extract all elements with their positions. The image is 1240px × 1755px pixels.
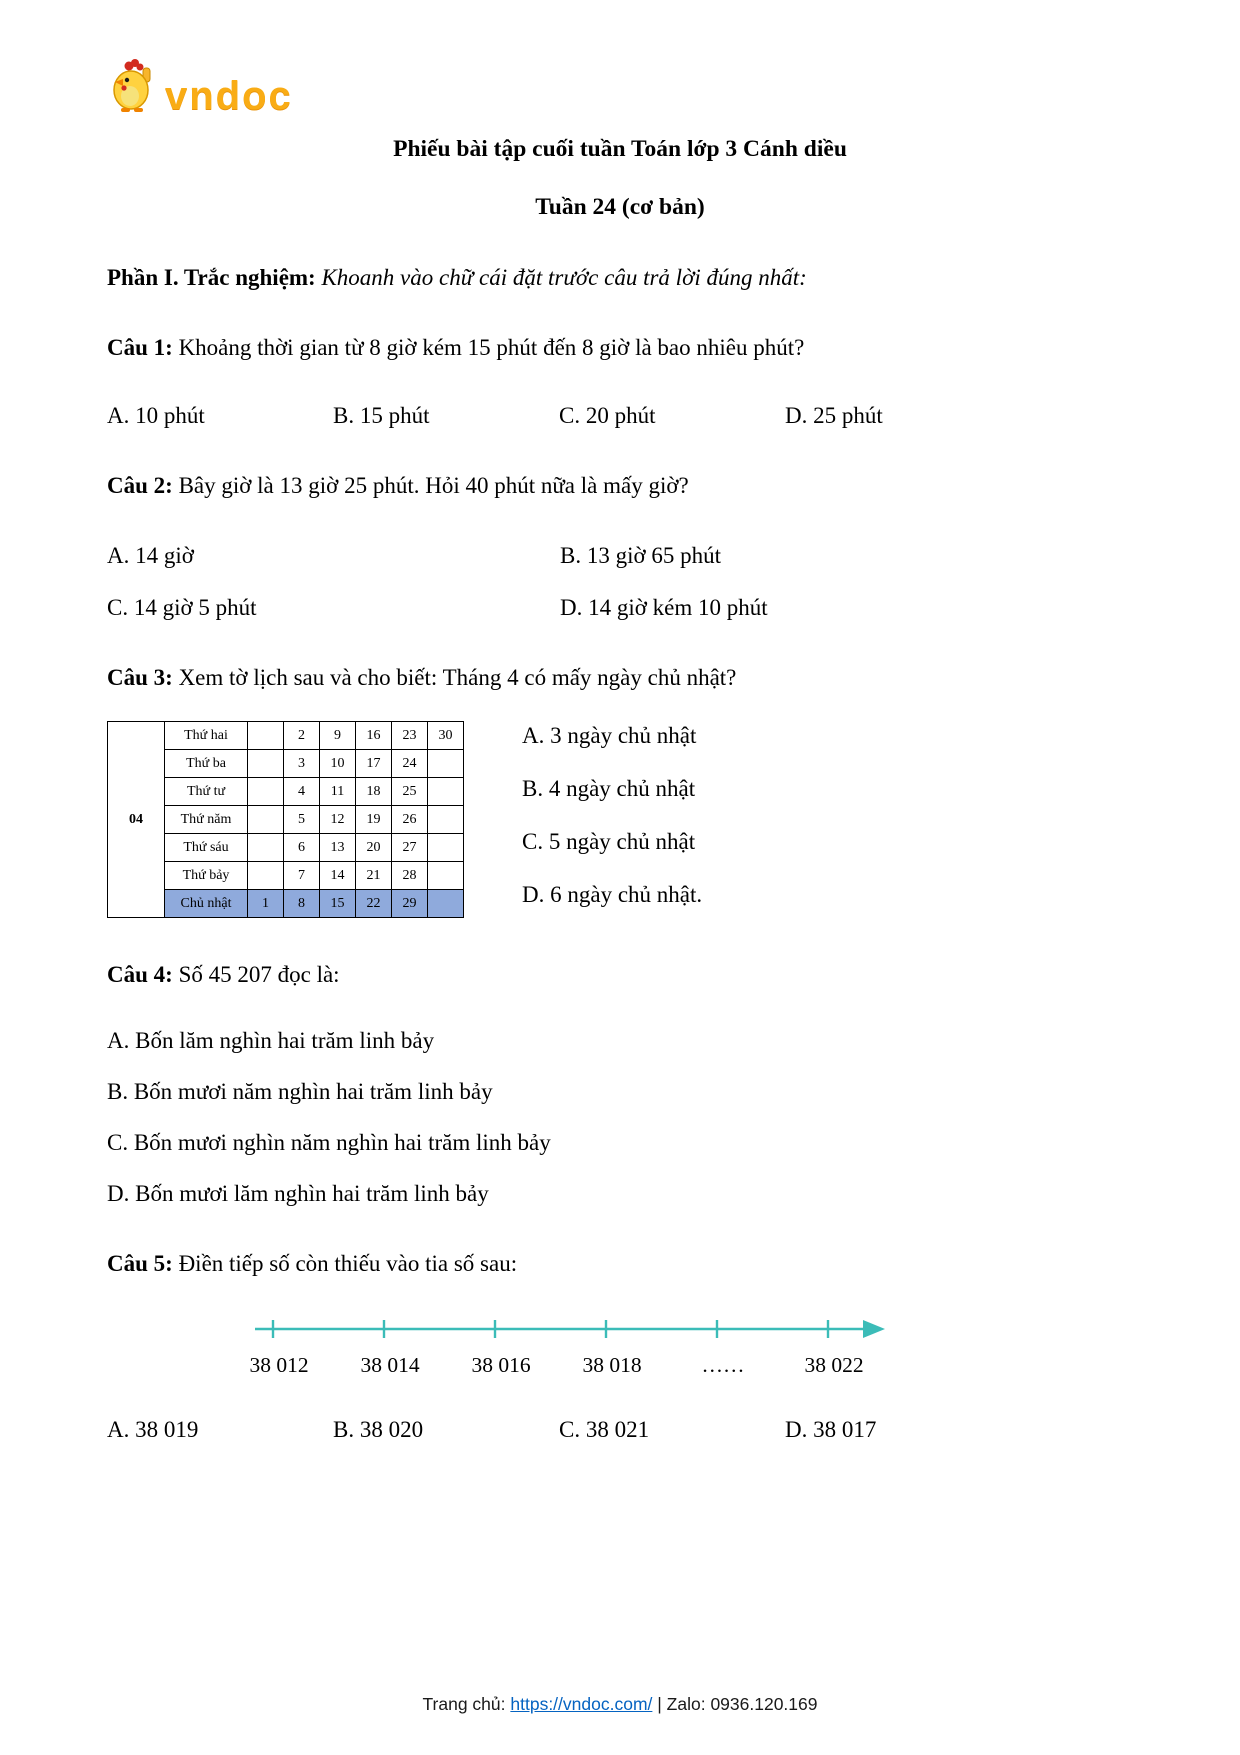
question-3-body [107, 721, 1133, 918]
logo-wordmark: vndoc [165, 74, 293, 118]
option-d: D. 38 017 [785, 1417, 877, 1442]
calendar-cell: 26 [392, 806, 428, 834]
page-title: Phiếu bài tập cuối tuần Toán lớp 3 Cánh diều [393, 136, 847, 162]
section-1-heading [107, 265, 1133, 291]
calendar-cell [248, 862, 284, 890]
calendar-cell: 7 [284, 862, 320, 890]
calendar-cell: 23 [392, 722, 428, 750]
tick-label: 38 018 [582, 1353, 642, 1377]
question-2-text: Bây giờ là 13 giờ 25 phút. Hỏi 40 phút nữa là mấy giờ? [178, 473, 689, 498]
calendar-cell: 12 [320, 806, 356, 834]
calendar-cell: 25 [392, 778, 428, 806]
calendar-cell: 19 [356, 806, 392, 834]
calendar-cell [248, 722, 284, 750]
calendar-cell: 9 [320, 722, 356, 750]
calendar-cell [428, 750, 464, 778]
option-b: B. 15 phút [333, 403, 430, 428]
tick-label: 38 012 [249, 1353, 309, 1377]
option-a: A. 10 phút [107, 403, 205, 428]
calendar-day-cell: Thứ năm [165, 806, 248, 834]
tick-label: 38 014 [360, 1353, 420, 1377]
option-d: D. Bốn mươi lăm nghìn hai trăm linh bảy [107, 1181, 489, 1206]
calendar-cell: 5 [284, 806, 320, 834]
calendar-cell: 10 [320, 750, 356, 778]
calendar-cell: 13 [320, 834, 356, 862]
calendar-cell [248, 750, 284, 778]
calendar-cell: 18 [356, 778, 392, 806]
option-c: C. 20 phút [559, 403, 656, 428]
option-c: C. 5 ngày chủ nhật [522, 829, 696, 854]
question-3-label: Câu 3: [107, 665, 173, 690]
calendar-cell: 4 [284, 778, 320, 806]
option-b: B. Bốn mươi năm nghìn hai trăm linh bảy [107, 1079, 493, 1104]
option-a: A. 3 ngày chủ nhật [522, 723, 697, 748]
question-1-options [107, 403, 1133, 429]
option-d: D. 14 giờ kém 10 phút [560, 595, 768, 620]
calendar-cell [248, 806, 284, 834]
calendar-cell [428, 806, 464, 834]
calendar-cell: 11 [320, 778, 356, 806]
option-c: C. 14 giờ 5 phút [107, 595, 257, 620]
question-4-options [107, 1028, 1133, 1207]
option-b: B. 38 020 [333, 1417, 424, 1442]
section-1-instruction: Khoanh vào chữ cái đặt trước câu trả lời đúng nhất: [321, 265, 807, 290]
question-1-text: Khoảng thời gian từ 8 giờ kém 15 phút đến 8 giờ là bao nhiêu phút? [178, 335, 805, 360]
chicken-mascot-icon [107, 58, 159, 122]
calendar-cell: 17 [356, 750, 392, 778]
calendar-day-cell: Thứ ba [165, 750, 248, 778]
question-4 [107, 962, 1133, 988]
calendar-cell: 21 [356, 862, 392, 890]
tick-label: 38 016 [471, 1353, 531, 1377]
footer-home-label: Trang chủ: [422, 1694, 506, 1714]
section-1-label: Phần I. Trắc nghiệm: [107, 265, 316, 290]
page-subtitle: Tuần 24 (cơ bản) [535, 194, 705, 220]
option-b: B. 4 ngày chủ nhật [522, 776, 696, 801]
calendar-cell: 24 [392, 750, 428, 778]
question-4-label: Câu 4: [107, 962, 173, 987]
tick-label: 38 022 [804, 1353, 864, 1377]
calendar-cell: 6 [284, 834, 320, 862]
calendar-day-cell: Thứ tư [165, 778, 248, 806]
calendar-cell: 20 [356, 834, 392, 862]
option-c: C. Bốn mươi nghìn năm nghìn hai trăm linh bảy [107, 1130, 551, 1155]
page-footer [0, 1694, 1240, 1715]
calendar-day-cell: Thứ bảy [165, 862, 248, 890]
question-1 [107, 335, 1133, 361]
question-3-options [522, 721, 702, 908]
number-line-axis [255, 1315, 885, 1343]
calendar-cell [428, 862, 464, 890]
option-a: A. 14 giờ [107, 543, 194, 568]
number-line-figure [249, 1315, 885, 1387]
question-5 [107, 1251, 1133, 1277]
calendar-cell: 15 [320, 890, 356, 918]
question-2-label: Câu 2: [107, 473, 173, 498]
question-5-label: Câu 5: [107, 1251, 173, 1276]
calendar-cell: 2 [284, 722, 320, 750]
calendar-cell [248, 834, 284, 862]
calendar-cell [428, 834, 464, 862]
calendar-cell: 28 [392, 862, 428, 890]
question-5-text: Điền tiếp số còn thiếu vào tia số sau: [178, 1251, 518, 1276]
calendar-cell: 3 [284, 750, 320, 778]
option-b: B. 13 giờ 65 phút [560, 543, 722, 568]
calendar-cell [428, 890, 464, 918]
question-3 [107, 665, 1133, 691]
question-5-options [107, 1417, 1133, 1443]
question-1-label: Câu 1: [107, 335, 173, 360]
calendar-day-cell: Thứ hai [165, 722, 248, 750]
option-a: A. Bốn lăm nghìn hai trăm linh bảy [107, 1028, 435, 1053]
number-line-labels [249, 1349, 885, 1383]
calendar-cell: 22 [356, 890, 392, 918]
option-d: D. 6 ngày chủ nhật. [522, 882, 703, 907]
question-4-text: Số 45 207 đọc là: [178, 962, 340, 987]
calendar-table [107, 721, 464, 918]
arrow-head-icon [863, 1320, 885, 1338]
question-3-text: Xem tờ lịch sau và cho biết: Tháng 4 có mấy ngày chủ nhật? [178, 665, 737, 690]
question-2 [107, 473, 1133, 499]
calendar-row [108, 722, 464, 750]
footer-zalo-text: | Zalo: 0936.120.169 [657, 1694, 818, 1714]
vndoc-logo [107, 60, 1133, 122]
calendar-cell: 14 [320, 862, 356, 890]
calendar-cell: 8 [284, 890, 320, 918]
calendar-month-cell: 04 [108, 722, 165, 918]
calendar-cell [428, 778, 464, 806]
calendar-cell: 16 [356, 722, 392, 750]
calendar-day-cell: Thứ sáu [165, 834, 248, 862]
calendar-cell: 29 [392, 890, 428, 918]
footer-home-link[interactable]: https://vndoc.com/ [510, 1694, 653, 1714]
tick-label-missing: …… [701, 1353, 745, 1377]
calendar-cell: 30 [428, 722, 464, 750]
question-2-options [107, 543, 1133, 621]
calendar-cell: 1 [248, 890, 284, 918]
calendar-cell: 27 [392, 834, 428, 862]
option-d: D. 25 phút [785, 403, 883, 428]
option-c: C. 38 021 [559, 1417, 650, 1442]
calendar-day-cell: Chủ nhật [165, 890, 248, 918]
calendar-cell [248, 778, 284, 806]
option-a: A. 38 019 [107, 1417, 199, 1442]
